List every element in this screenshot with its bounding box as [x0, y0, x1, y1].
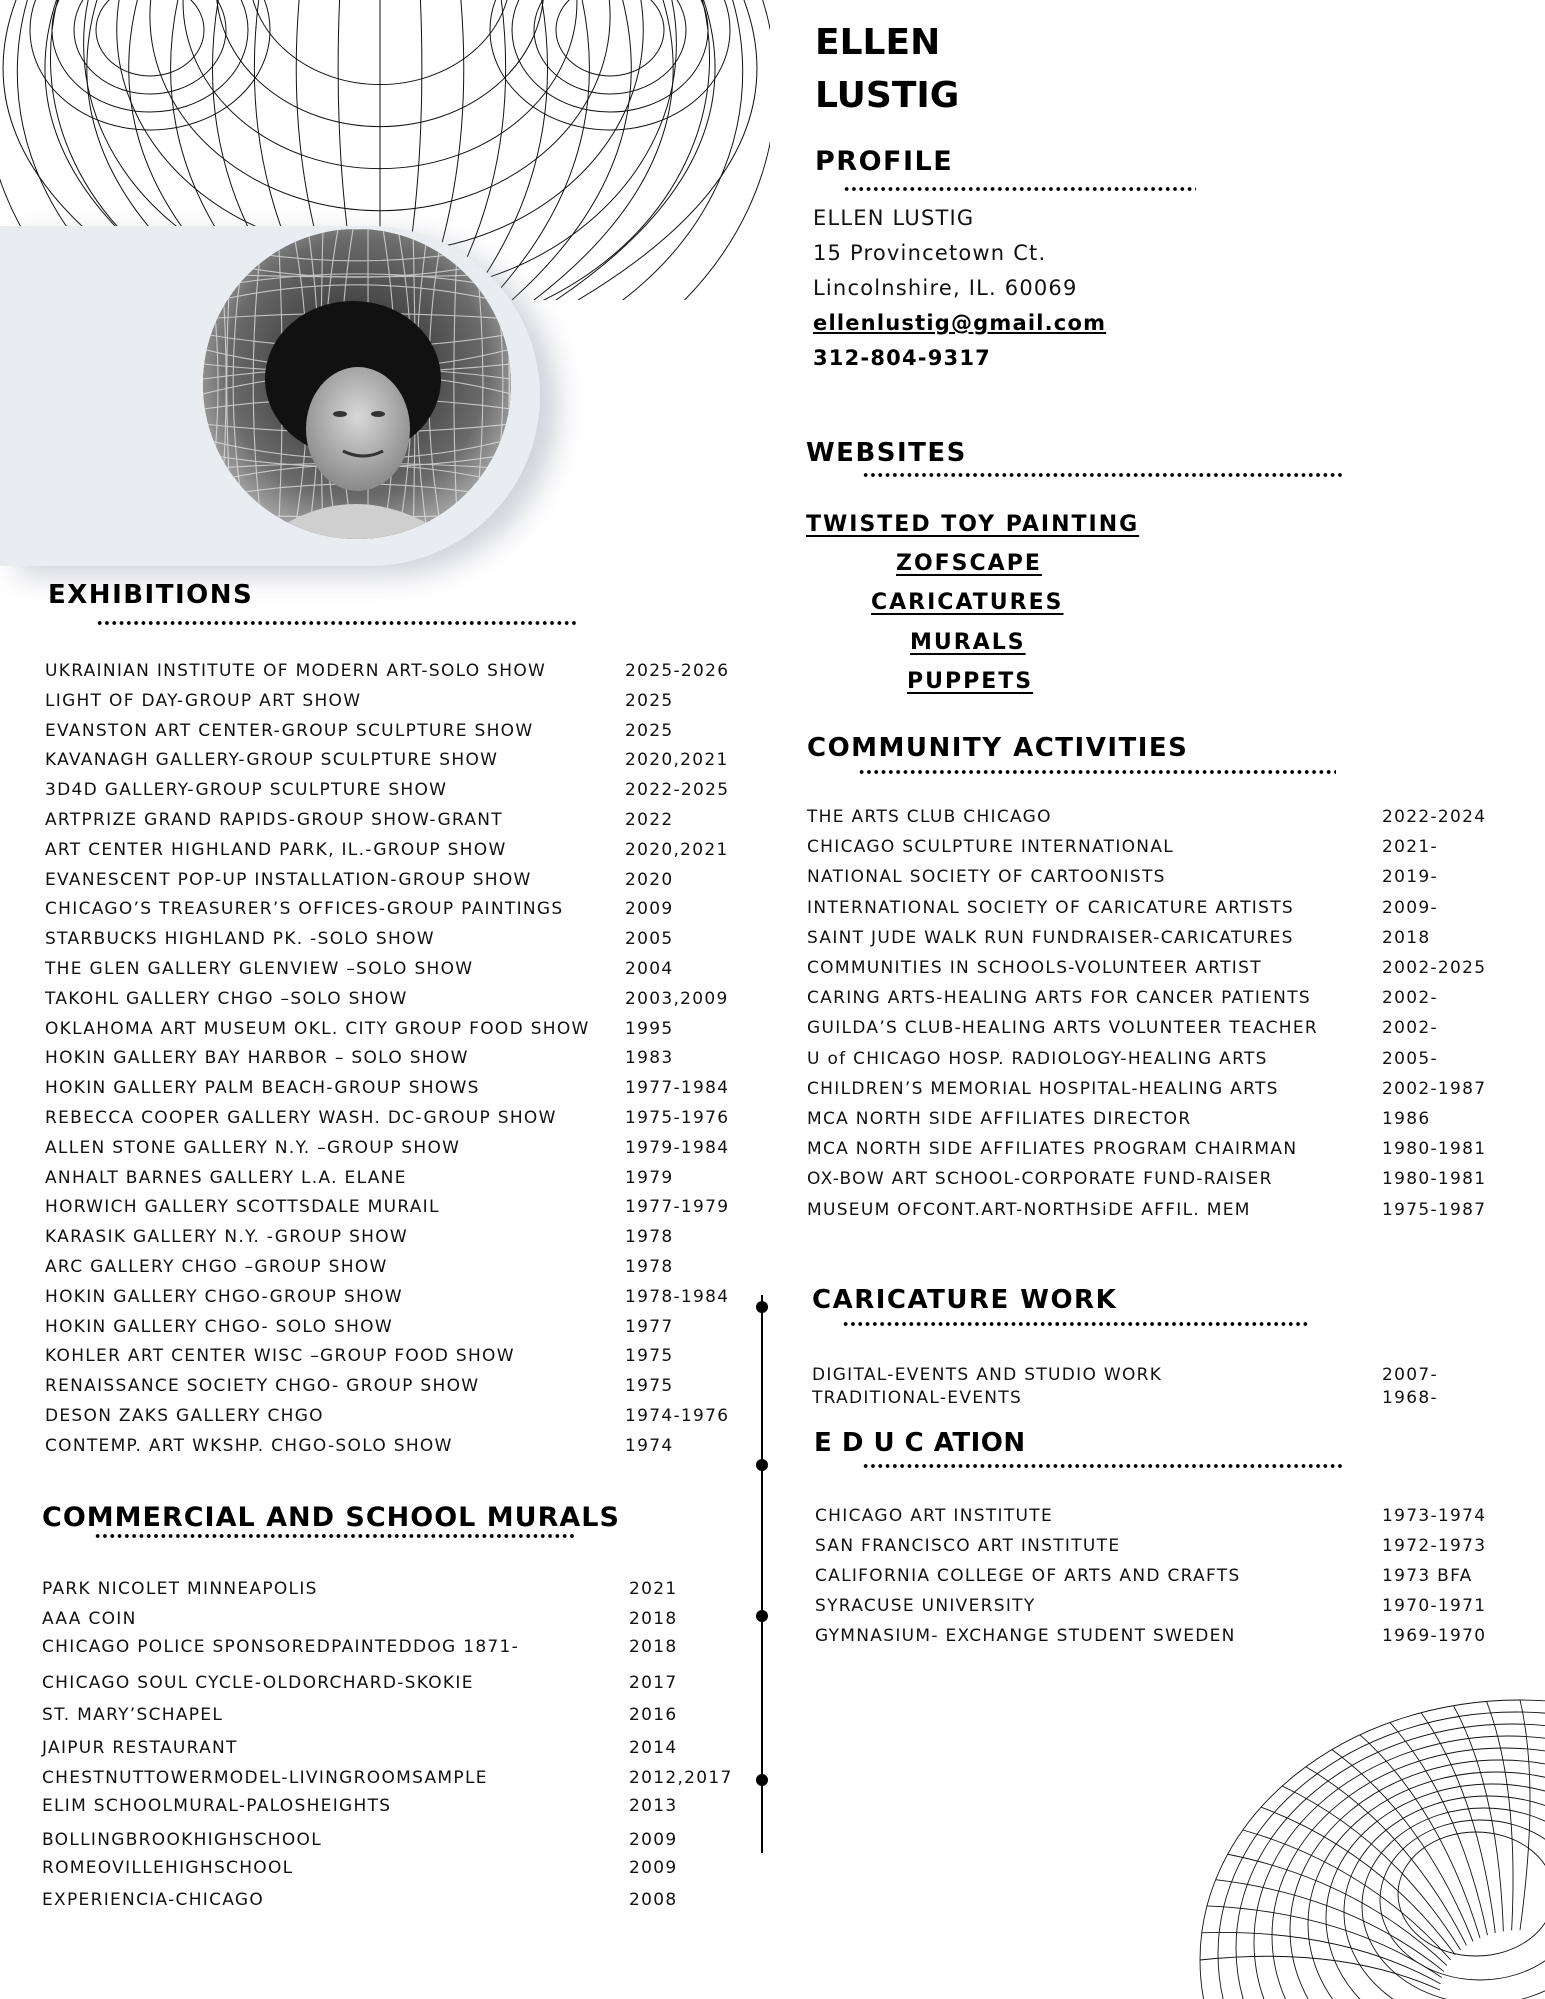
- exhibition-name: UKRAINIAN INSTITUTE OF MODERN ART-SOLO SHOW: [45, 661, 547, 681]
- name-first: ELLEN: [815, 22, 941, 63]
- community-name: MCA NORTH SIDE AFFILIATES DIRECTOR: [807, 1109, 1192, 1129]
- community-name: SAINT JUDE WALK RUN FUNDRAISER-CARICATURES: [807, 927, 1294, 948]
- exhibition-years: 2025-2026: [625, 661, 730, 681]
- exhibition-years: 1975: [625, 1376, 674, 1397]
- exhibition-years: 1974-1976: [625, 1406, 730, 1426]
- exhibition-years: 2022: [625, 810, 674, 830]
- mural-name: EXPERIENCIA-CHICAGO: [42, 1890, 265, 1910]
- timeline-dot: [756, 1301, 768, 1313]
- community-years: 2018: [1382, 927, 1431, 948]
- exhibitions-divider: [96, 620, 576, 626]
- exhibition-name: STARBUCKS HIGHLAND PK. -SOLO SHOW: [45, 929, 435, 950]
- mural-years: 2008: [629, 1890, 678, 1910]
- community-years: 2002-2025: [1382, 958, 1487, 978]
- exhibition-name: OKLAHOMA ART MUSEUM OKL. CITY GROUP FOOD SHOW: [45, 1018, 590, 1039]
- exhibition-years: 2004: [625, 959, 674, 979]
- exhibition-years: 2025: [625, 690, 674, 711]
- exhibition-years: 1974: [625, 1435, 674, 1456]
- email-link[interactable]: ellenlustig@gmail.com: [813, 311, 1107, 335]
- name-last: LUSTIG: [815, 75, 960, 116]
- wireframe-torus-graphic: [1190, 1690, 1545, 1999]
- mural-years: 2021: [629, 1579, 678, 1599]
- community-years: 1975-1987: [1382, 1199, 1487, 1220]
- mural-name: BOLLINGBROOKHIGHSCHOOL: [42, 1829, 323, 1850]
- exhibition-name: TAKOHL GALLERY CHGO –SOLO SHOW: [45, 988, 408, 1009]
- community-years: 1986: [1382, 1109, 1431, 1129]
- website-link[interactable]: CARICATURES: [871, 590, 1064, 615]
- education-years: 1973 BFA: [1382, 1566, 1473, 1586]
- exhibition-name: CHICAGO’S TREASURER’S OFFICES-GROUP PAINTINGS: [45, 899, 564, 920]
- exhibition-name: EVANSTON ART CENTER-GROUP SCULPTURE SHOW: [45, 720, 534, 741]
- exhibition-name: DESON ZAKS GALLERY CHGO: [45, 1406, 324, 1426]
- mural-years: 2009: [629, 1857, 678, 1878]
- mural-name: ELIM SCHOOLMURAL-PALOSHEIGHTS: [42, 1796, 392, 1817]
- community-name: CHICAGO SCULPTURE INTERNATIONAL: [807, 837, 1175, 858]
- exhibition-name: CONTEMP. ART WKSHP. CHGO-SOLO SHOW: [45, 1435, 453, 1456]
- mural-name: CHICAGO POLICE SPONSOREDPAINTEDDOG 1871-: [42, 1637, 520, 1658]
- community-years: 2009-: [1382, 897, 1438, 918]
- exhibition-years: 1977-1979: [625, 1197, 730, 1218]
- exhibition-years: 1995: [625, 1018, 674, 1039]
- exhibition-name: HORWICH GALLERY SCOTTSDALE MURAIL: [45, 1197, 440, 1218]
- education-name: SYRACUSE UNIVERSITY: [815, 1596, 1036, 1616]
- exhibition-name: KARASIK GALLERY N.Y. -GROUP SHOW: [45, 1227, 409, 1248]
- mural-name: JAIPUR RESTAURANT: [42, 1738, 238, 1758]
- exhibition-name: KOHLER ART CENTER WISC –GROUP FOOD SHOW: [45, 1346, 515, 1367]
- exhibition-name: ARC GALLERY CHGO –GROUP SHOW: [45, 1257, 388, 1277]
- exhibition-years: 1978-1984: [625, 1286, 730, 1307]
- exhibition-years: 1975-1976: [625, 1108, 730, 1128]
- community-name: INTERNATIONAL SOCIETY OF CARICATURE ARTISTS: [807, 897, 1294, 918]
- community-name: CHILDREN’S MEMORIAL HOSPITAL-HEALING ARTS: [807, 1078, 1279, 1099]
- education-years: 1969-1970: [1382, 1626, 1487, 1646]
- profile-address-line2: Lincolnshire, IL. 60069: [813, 276, 1078, 300]
- community-years: 2022-2024: [1382, 807, 1487, 827]
- community-name: NATIONAL SOCIETY OF CARTOONISTS: [807, 867, 1166, 888]
- education-name: CALIFORNIA COLLEGE OF ARTS AND CRAFTS: [815, 1566, 1241, 1586]
- website-link[interactable]: PUPPETS: [907, 669, 1034, 694]
- community-heading: COMMUNITY ACTIVITIES: [807, 733, 1189, 763]
- community-years: 2002-: [1382, 1018, 1438, 1039]
- mural-name: ST. MARY’SCHAPEL: [42, 1704, 224, 1725]
- exhibition-years: 2020,2021: [625, 750, 729, 771]
- exhibition-years: 2025: [625, 720, 674, 741]
- exhibition-years: 1975: [625, 1346, 674, 1367]
- phone-number: 312-804-9317: [813, 346, 991, 370]
- murals-heading: COMMERCIAL AND SCHOOL MURALS: [42, 1502, 620, 1533]
- timeline-dot: [756, 1459, 768, 1471]
- profile-photo: [203, 229, 511, 539]
- exhibition-name: 3D4D GALLERY-GROUP SCULPTURE SHOW: [45, 780, 448, 801]
- profile-name: ELLEN LUSTIG: [813, 206, 975, 230]
- websites-divider: [862, 472, 1342, 478]
- website-link[interactable]: ZOFSCAPE: [896, 551, 1042, 576]
- mural-years: 2012,2017: [629, 1768, 733, 1789]
- exhibition-name: ANHALT BARNES GALLERY L.A. ELANE: [45, 1167, 407, 1188]
- mural-name: AAA COIN: [42, 1609, 137, 1630]
- community-years: 1980-1981: [1382, 1169, 1487, 1190]
- timeline-dot: [756, 1774, 768, 1786]
- timeline-dot: [756, 1610, 768, 1622]
- education-name: GYMNASIUM- EXCHANGE STUDENT SWEDEN: [815, 1626, 1236, 1646]
- exhibition-name: ARTPRIZE GRAND RAPIDS-GROUP SHOW-GRANT: [45, 810, 503, 830]
- mural-years: 2017: [629, 1672, 678, 1693]
- caricature-divider: [842, 1321, 1308, 1327]
- exhibition-years: 1983: [625, 1048, 674, 1069]
- mural-years: 2014: [629, 1738, 678, 1758]
- exhibition-years: 2022-2025: [625, 780, 730, 801]
- community-years: 2002-: [1382, 988, 1438, 1009]
- mural-years: 2009: [629, 1829, 678, 1850]
- exhibition-years: 1978: [625, 1227, 674, 1248]
- mural-years: 2018: [629, 1609, 678, 1630]
- exhibition-years: 1977: [625, 1316, 674, 1337]
- exhibition-name: THE GLEN GALLERY GLENVIEW –SOLO SHOW: [45, 959, 474, 979]
- education-divider: [862, 1463, 1342, 1469]
- murals-divider: [94, 1533, 574, 1539]
- community-years: 1980-1981: [1382, 1139, 1487, 1160]
- exhibition-name: RENAISSANCE SOCIETY CHGO- GROUP SHOW: [45, 1376, 480, 1397]
- caricature-name: DIGITAL-EVENTS AND STUDIO WORK: [812, 1365, 1163, 1385]
- community-name: THE ARTS CLUB CHICAGO: [807, 807, 1052, 827]
- profile-divider: [843, 186, 1196, 192]
- exhibition-name: LIGHT OF DAY-GROUP ART SHOW: [45, 690, 362, 711]
- website-link[interactable]: MURALS: [910, 630, 1026, 655]
- community-years: 2021-: [1382, 837, 1438, 858]
- exhibition-name: EVANESCENT POP-UP INSTALLATION-GROUP SHOW: [45, 869, 532, 890]
- exhibition-years: 1979: [625, 1167, 674, 1188]
- exhibition-name: HOKIN GALLERY CHGO- SOLO SHOW: [45, 1316, 393, 1337]
- community-years: 2005-: [1382, 1048, 1438, 1069]
- exhibition-years: 2020: [625, 869, 674, 890]
- exhibition-name: HOKIN GALLERY CHGO-GROUP SHOW: [45, 1286, 403, 1307]
- mural-years: 2016: [629, 1704, 678, 1725]
- mural-name: PARK NICOLET MINNEAPOLIS: [42, 1579, 318, 1599]
- community-years: 2019-: [1382, 867, 1438, 888]
- education-heading: E D U C ATION: [814, 1428, 1026, 1458]
- education-name: SAN FRANCISCO ART INSTITUTE: [815, 1536, 1121, 1556]
- exhibition-name: ART CENTER HIGHLAND PARK, IL.-GROUP SHOW: [45, 839, 507, 860]
- education-years: 1973-1974: [1382, 1506, 1487, 1526]
- education-years: 1972-1973: [1382, 1536, 1487, 1556]
- community-name: OX-BOW ART SCHOOL-CORPORATE FUND-RAISER: [807, 1169, 1273, 1190]
- mural-name: CHESTNUTTOWERMODEL-LIVINGROOMSAMPLE: [42, 1768, 488, 1789]
- community-name: COMMUNITIES IN SCHOOLS-VOLUNTEER ARTIST: [807, 958, 1262, 978]
- exhibition-years: 1978: [625, 1257, 674, 1277]
- community-name: GUILDA’S CLUB-HEALING ARTS VOLUNTEER TEACHER: [807, 1018, 1319, 1039]
- exhibition-years: 2020,2021: [625, 839, 729, 860]
- mural-years: 2013: [629, 1796, 678, 1817]
- caricature-years: 2007-: [1382, 1365, 1438, 1385]
- exhibition-name: HOKIN GALLERY BAY HARBOR – SOLO SHOW: [45, 1048, 469, 1069]
- education-name: CHICAGO ART INSTITUTE: [815, 1506, 1053, 1526]
- exhibition-name: REBECCA COOPER GALLERY WASH. DC-GROUP SHOW: [45, 1108, 557, 1128]
- community-name: U of CHICAGO HOSP. RADIOLOGY-HEALING ARTS: [807, 1048, 1268, 1069]
- caricature-heading: CARICATURE WORK: [812, 1285, 1118, 1315]
- community-name: MCA NORTH SIDE AFFILIATES PROGRAM CHAIRMAN: [807, 1139, 1298, 1160]
- community-name: CARING ARTS-HEALING ARTS FOR CANCER PATIENTS: [807, 988, 1311, 1009]
- exhibition-years: 2005: [625, 929, 674, 950]
- mural-name: ROMEOVILLEHIGHSCHOOL: [42, 1857, 294, 1878]
- community-name: MUSEUM OFCONT.ART-NORTHSiDE AFFIL. MEM: [807, 1199, 1251, 1220]
- exhibition-name: HOKIN GALLERY PALM BEACH-GROUP SHOWS: [45, 1078, 480, 1099]
- profile-heading: PROFILE: [815, 146, 954, 177]
- exhibition-years: 1979-1984: [625, 1137, 730, 1158]
- exhibition-years: 1977-1984: [625, 1078, 730, 1099]
- exhibitions-heading: EXHIBITIONS: [48, 580, 254, 610]
- exhibition-years: 2009: [625, 899, 674, 920]
- timeline-line: [761, 1295, 763, 1853]
- exhibition-name: KAVANAGH GALLERY-GROUP SCULPTURE SHOW: [45, 750, 499, 771]
- community-divider: [858, 769, 1336, 775]
- mural-name: CHICAGO SOUL CYCLE-OLDORCHARD-SKOKIE: [42, 1672, 474, 1693]
- website-link[interactable]: TWISTED TOY PAINTING: [806, 512, 1140, 537]
- exhibition-name: ALLEN STONE GALLERY N.Y. –GROUP SHOW: [45, 1137, 461, 1158]
- caricature-name: TRADITIONAL-EVENTS: [812, 1388, 1023, 1408]
- education-years: 1970-1971: [1382, 1596, 1487, 1616]
- caricature-years: 1968-: [1382, 1388, 1438, 1408]
- websites-heading: WEBSITES: [806, 438, 967, 468]
- profile-address-line1: 15 Provincetown Ct.: [813, 241, 1047, 265]
- community-years: 2002-1987: [1382, 1078, 1487, 1099]
- mural-years: 2018: [629, 1637, 678, 1658]
- exhibition-years: 2003,2009: [625, 988, 729, 1009]
